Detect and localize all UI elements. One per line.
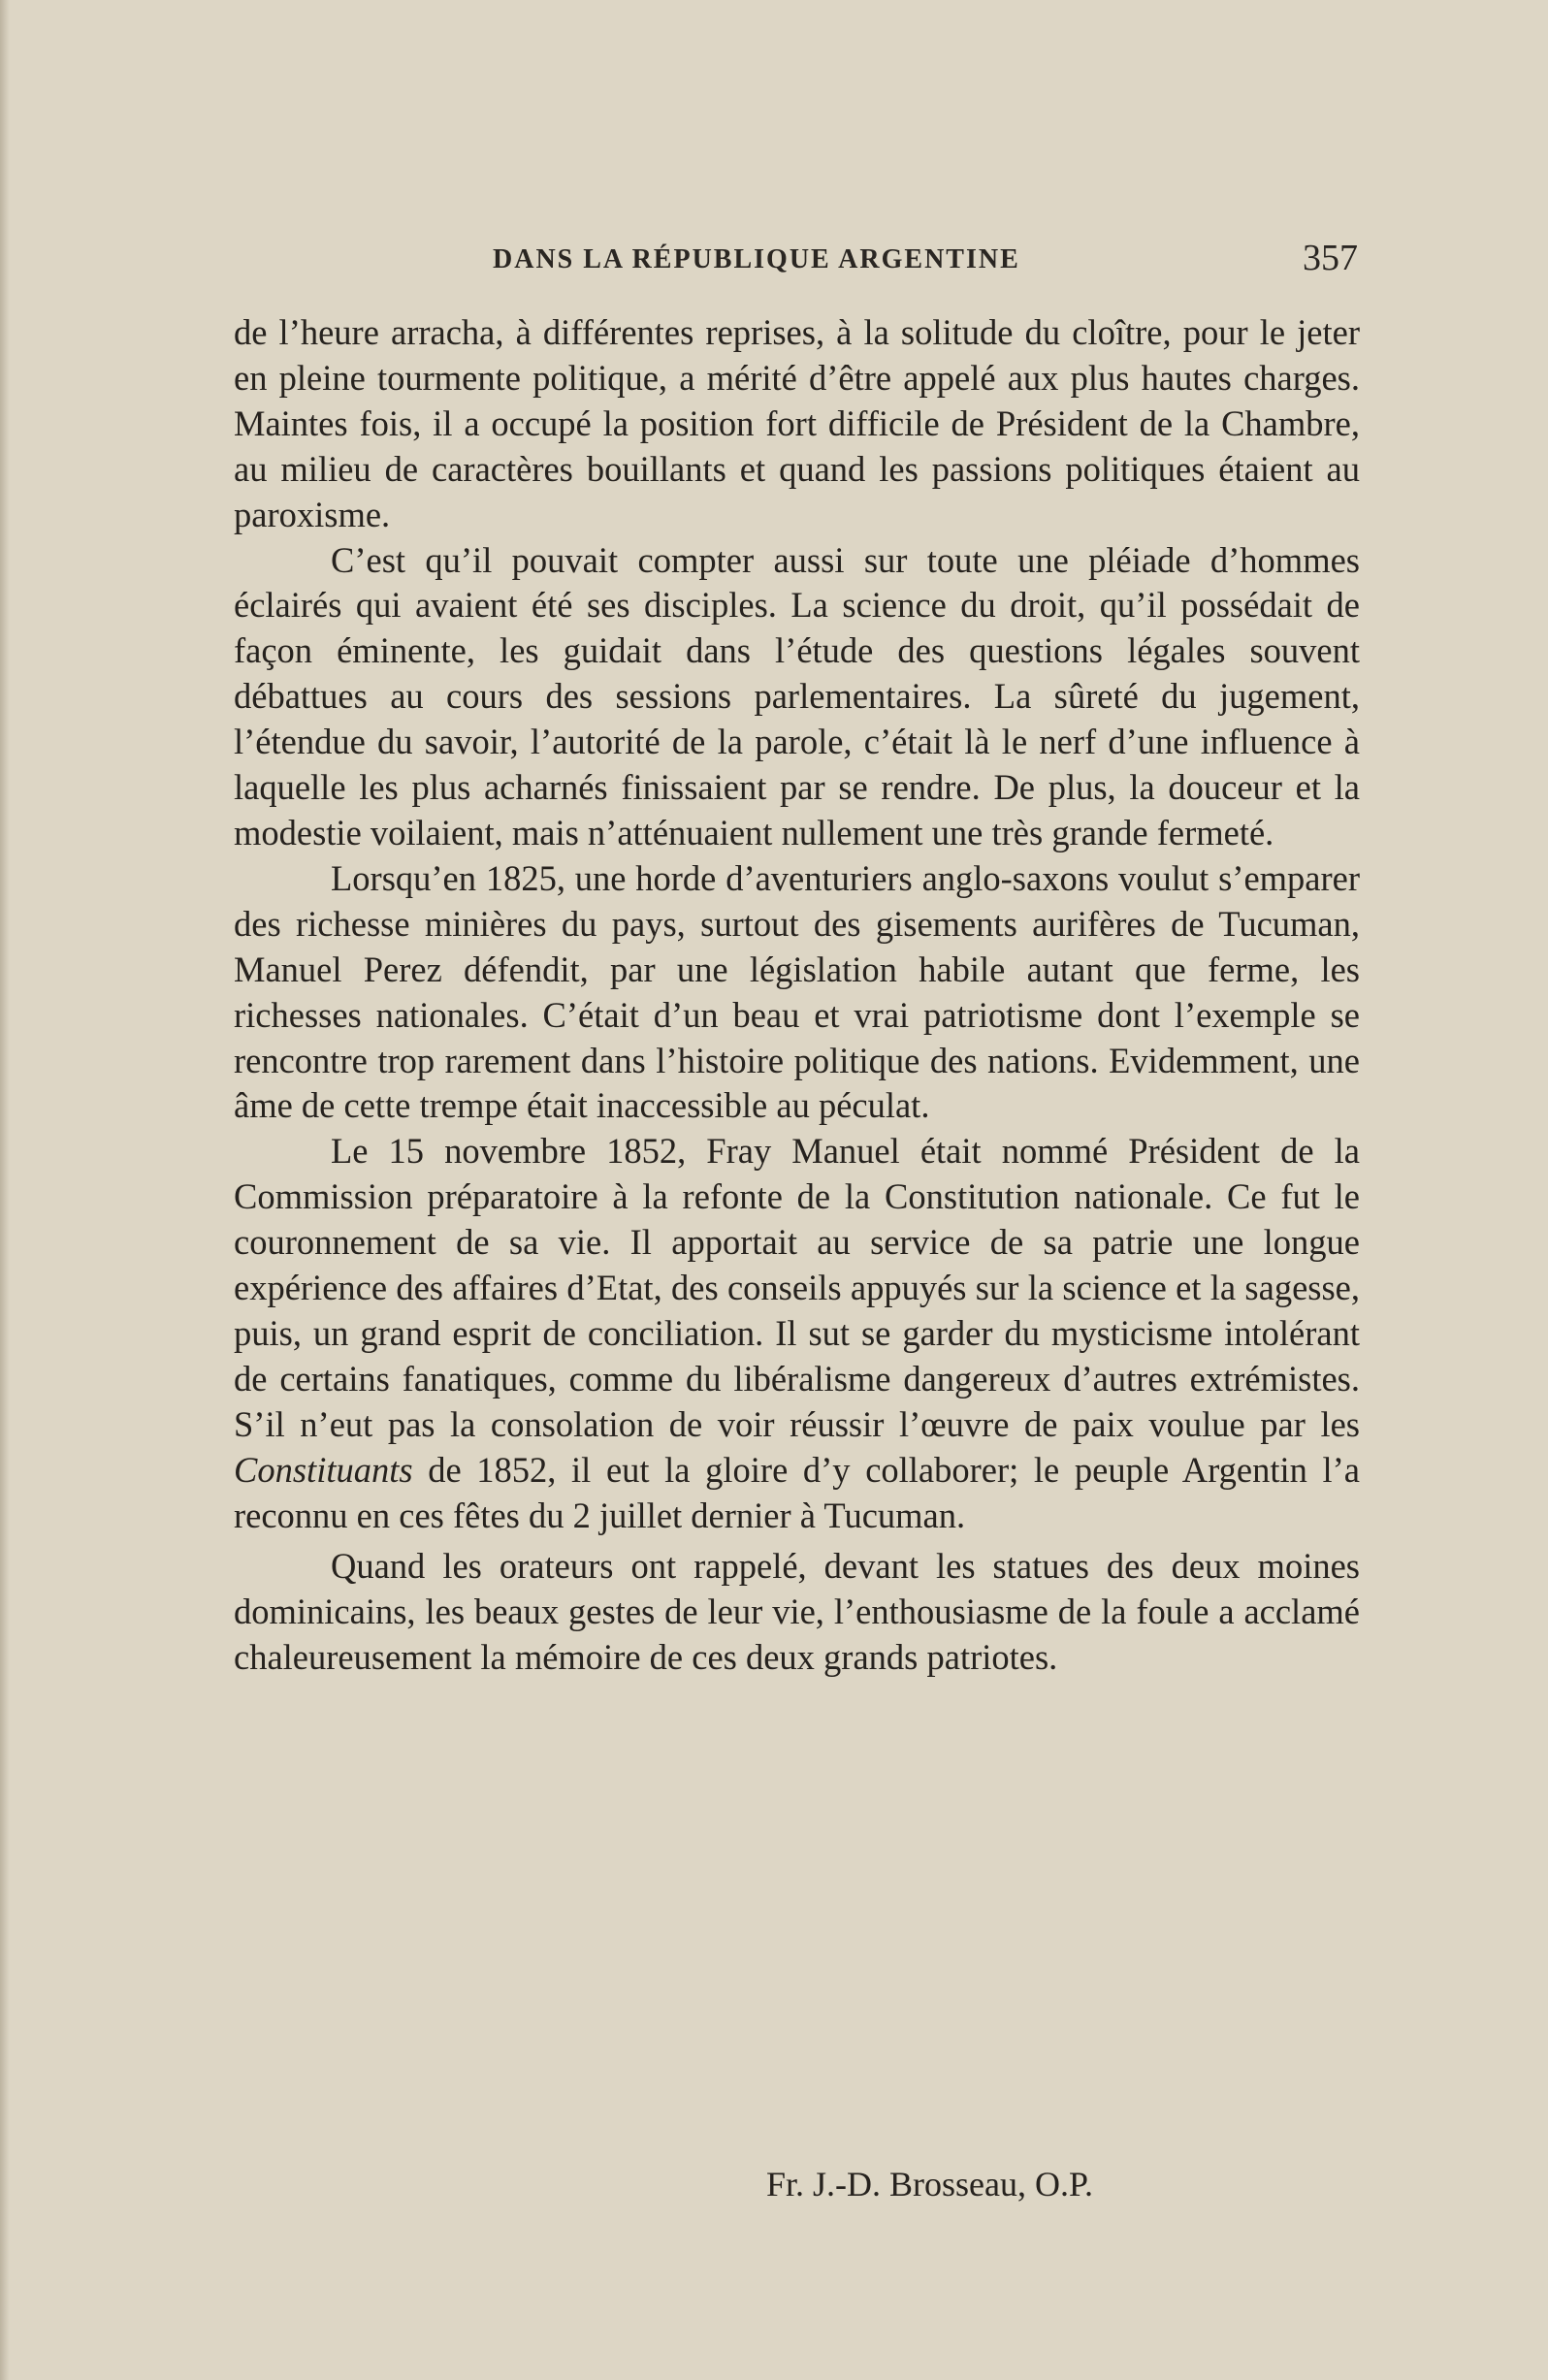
page-number: 357 <box>1303 238 1358 278</box>
paragraph-4-end: de 1852, il eut la gloire d’y collaborer; le peuple Argentin l’a reconnu en ces fêtes du 2 juillet dernier à Tucuman. <box>234 1449 1360 1535</box>
page-header <box>231 238 1358 286</box>
paragraph-4-start: Le 15 novembre 1852, Fray Manuel était nommé Président de la Commission préparatoire à la refonte de la Constitution nationale. Ce fut le couronnement de sa vie. Il apportait au service de sa patrie une longue expérience des affaires d’Etat, des conseils appuyés sur la science et la sagesse, puis, un grand esprit de conciliation. Il sut se garder du mysticisme intolérant de certains fanatiques, comme du libéralisme dangereux d’autres extrémistes. S’il n’eut pas la consolation de voir réussir l’œuvre de paix voulue par les <box>234 1131 1360 1444</box>
paragraph-2: C’est qu’il pouvait compter aussi sur toute une pléiade d’hommes éclairés qui avaient été ses disciples. La science du droit, qu’il possédait de façon éminente, les guidait dans l’étude des questions légales souvent débattues au cours des sessions parlementaires. La sûreté du jugement, l’étendue du savoir, l’autorité de la parole, c’était là le nerf d’une influence à laquelle les plus acharnés finissaient par se rendre. De plus, la douceur et la modestie voilaient, mais n’atténuaient nullement une très grande fermeté. <box>234 539 1360 852</box>
paragraph-5: Quand les orateurs ont rappelé, devant les statues des deux moines dominicains, les beaux gestes de leur vie, l’enthousiasme de la foule a acclamé chaleureusement la mémoire de ces deux grands patriotes. <box>234 1546 1360 1678</box>
paragraph-1: de l’heure arracha, à différentes reprises, à la solitude du cloître, pour le jeter en pleine tourmente politique, a mérité d’être appelé aux plus hautes charges. Maintes fois, il a occupé la position fort difficile de Président de la Chambre, au milieu de caractères bouillants et quand les passions politiques étaient au paroxisme. <box>234 312 1360 534</box>
paragraph-4 <box>234 1129 1360 1538</box>
italic-constituants: Constituants <box>234 1449 413 1490</box>
body-text <box>234 310 1360 1681</box>
author-signature: Fr. J.-D. Brosseau, O.P. <box>766 2165 1094 2203</box>
page-edge-shadow <box>0 0 10 2380</box>
paragraph-3: Lorsqu’en 1825, une horde d’aventuriers anglo-saxons voulut s’emparer des richesse minières du pays, surtout des gisements aurifères de Tucuman, Manuel Perez défendit, par une législation habile autant que ferme, les richesses nationales. C’était d’un beau et vrai patriotisme dont l’exemple se rencontre trop rarement dans l’histoire politique des nations. Evidemment, une âme de cette trempe était inaccessible au péculat. <box>234 857 1360 1126</box>
running-title: DANS LA RÉPUBLIQUE ARGENTINE <box>493 244 1020 274</box>
